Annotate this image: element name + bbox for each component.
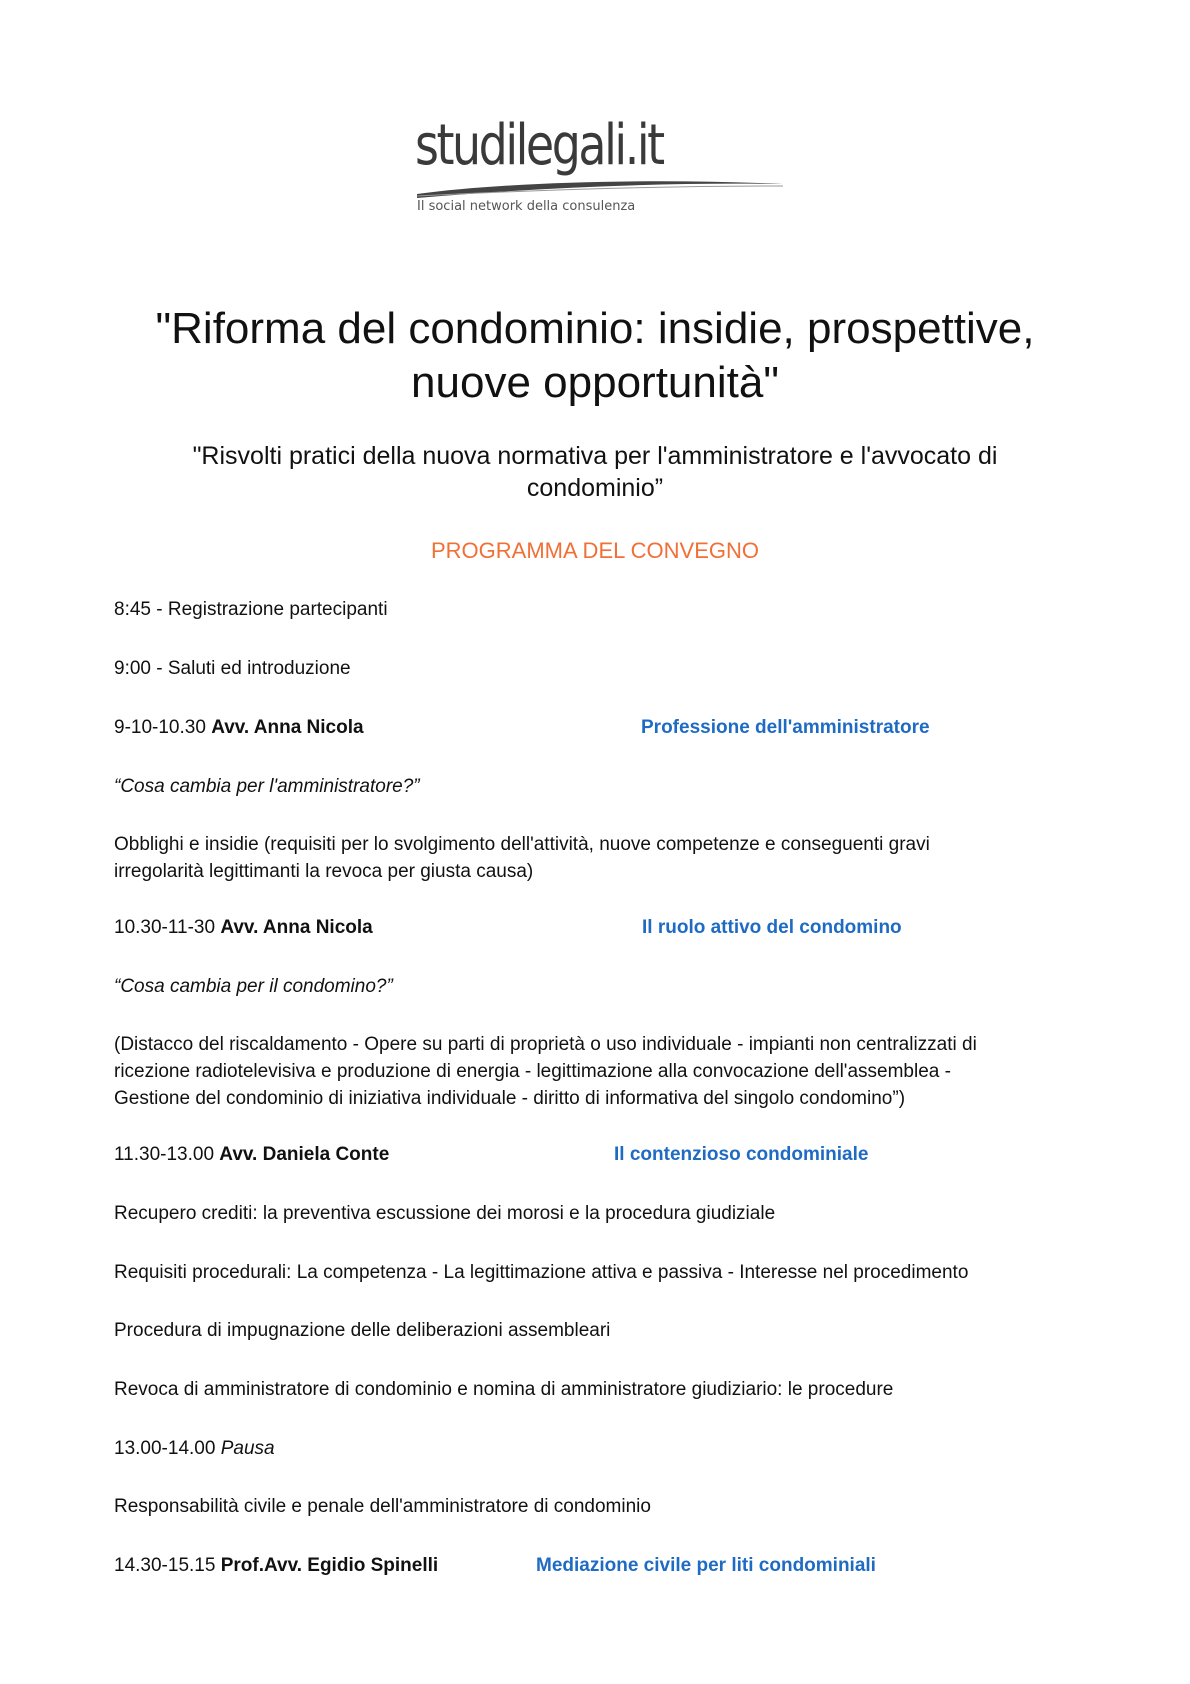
- session-1-question: [114, 774, 420, 800]
- title-line-2: nuove opportunità": [411, 358, 779, 407]
- session-1-desc-line-1: Obblighi e insidie (requisiti per lo svolgimento dell'attività, nuove competenze e conseguenti gravi: [114, 834, 930, 855]
- session-2-question: [114, 974, 393, 1000]
- title-line-1: "Riforma del condominio: insidie, prospettive,: [155, 304, 1035, 353]
- pause-line: [114, 1436, 275, 1462]
- logo-wordmark: studilegali.it: [415, 113, 663, 178]
- welcome-line: 9:00 - Saluti ed introduzione: [114, 658, 351, 679]
- session-2-question-text: “Cosa cambia per il condomino?”: [114, 976, 393, 997]
- session-2-desc-line-1: (Distacco del riscaldamento - Opere su parti di proprietà o uso individuale - impianti non centralizzati di: [114, 1034, 977, 1055]
- logo-swoosh-icon: [415, 176, 785, 200]
- session-4-topic: Mediazione civile per liti condominiali: [536, 1555, 876, 1576]
- session-4-speaker: Prof.Avv. Egidio Spinelli: [220, 1555, 439, 1576]
- liability-line: Responsabilità civile e penale dell'amministratore di condominio: [114, 1496, 651, 1517]
- session-4-time: 14.30-15.15: [114, 1555, 221, 1576]
- session-1-question-text: “Cosa cambia per l'amministratore?”: [114, 776, 420, 797]
- session-2-desc-line-2: ricezione radiotelevisiva e produzione di energia - legittimazione alla convocazione dell'assemblea -: [114, 1061, 951, 1082]
- session-3-speaker: Avv. Daniela Conte: [219, 1144, 390, 1165]
- session-2-desc-line-3: Gestione del condominio di iniziativa individuale - diritto di informativa del singolo condomino”): [114, 1088, 906, 1109]
- session-1-speaker: Avv. Anna Nicola: [211, 717, 364, 738]
- registration-line: 8:45 - Registrazione partecipanti: [114, 599, 388, 620]
- pause-time: 13.00-14.00: [114, 1438, 221, 1459]
- session-1-topic: Professione dell'amministratore: [641, 717, 930, 738]
- session-2-header: [114, 915, 373, 941]
- session-3-item-3: Procedura di impugnazione delle deliberazioni assembleari: [114, 1320, 611, 1341]
- program-heading: PROGRAMMA DEL CONVEGNO: [430, 538, 759, 563]
- session-2-speaker: Avv. Anna Nicola: [220, 917, 373, 938]
- session-3-item-1: Recupero crediti: la preventiva escussione dei morosi e la procedura giudiziale: [114, 1203, 776, 1224]
- session-2-topic: Il ruolo attivo del condomino: [642, 917, 902, 938]
- session-3-item-2: Requisiti procedurali: La competenza - La legittimazione attiva e passiva - Interesse nel procedimento: [114, 1262, 969, 1283]
- session-4-header: [114, 1553, 438, 1579]
- subtitle-line-1: "Risvolti pratici della nuova normativa per l'amministratore e l'avvocato di: [192, 442, 998, 470]
- document-subtitle: [100, 440, 1090, 504]
- session-1-desc-line-2: irregolarità legittimanti la revoca per giusta causa): [114, 861, 534, 882]
- studilegali-logo: [415, 113, 785, 223]
- pause-label: Pausa: [220, 1438, 275, 1459]
- session-3-header: [114, 1142, 389, 1168]
- session-1-time: 9-10-10.30: [114, 717, 212, 738]
- session-1-header: [114, 715, 364, 741]
- session-3-item-4: Revoca di amministratore di condominio e nomina di amministratore giudiziario: le procedure: [114, 1379, 894, 1400]
- session-3-time: 11.30-13.00: [114, 1144, 220, 1165]
- session-2-time: 10.30-11-30: [114, 917, 221, 938]
- subtitle-line-2: condominio”: [526, 474, 664, 502]
- logo-tagline: Il social network della consulenza: [417, 199, 636, 214]
- session-3-topic: Il contenzioso condominiale: [614, 1144, 869, 1165]
- document-title: [60, 302, 1130, 410]
